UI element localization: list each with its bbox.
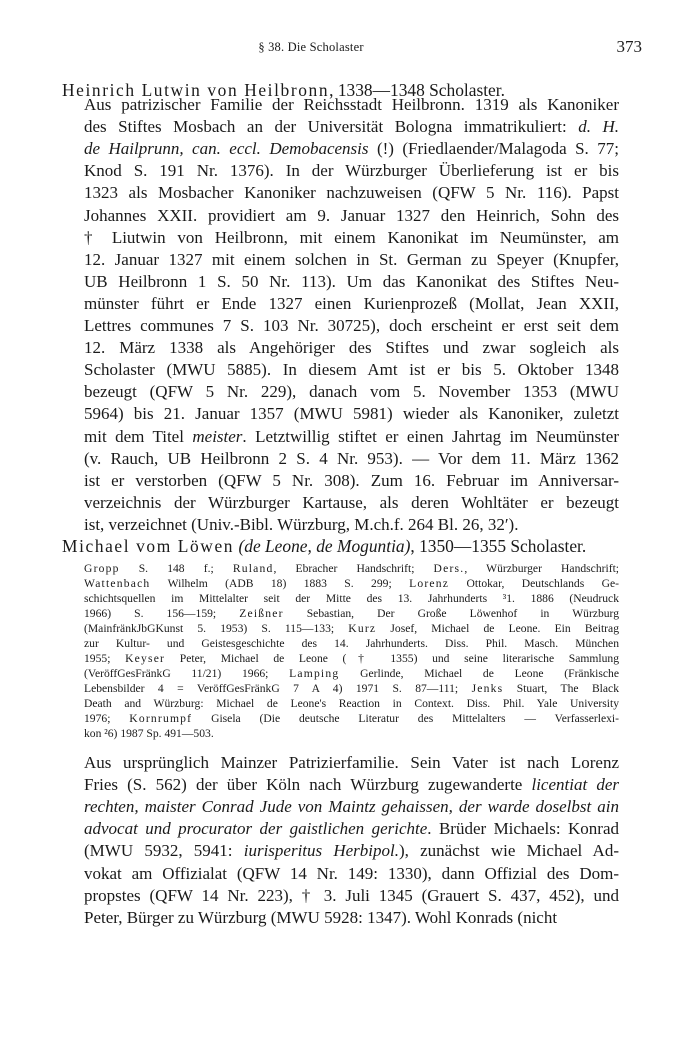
text-line — [84, 249, 619, 271]
entry-alias: (de Leone, de Moguntia) — [238, 536, 411, 556]
text-run: 1323 als Mosbacher Kanoniker nachzuweisen (QFW 5 Nr. 116). Papst — [84, 183, 619, 203]
text-run: (MainfränkJbGKunst 5. 1953) S. 115—133; — [84, 622, 349, 635]
text-line — [84, 138, 619, 160]
author-name: Ruland — [232, 562, 274, 575]
italic-text: advocat und procurator der gaistlichen gerichte — [84, 819, 428, 839]
text-run: . Brüder Michaels: Konrad — [427, 819, 619, 839]
italic-text: rechten, maister Conrad Jude von Maintz gehaissen, der warde doselbst ain — [84, 797, 619, 817]
text-run: (!) (Friedlaender/Malagoda S. 77; — [368, 139, 619, 159]
text-run: Knod S. 191 Nr. 1376). In der Würzburger Überlieferung ist er bis — [84, 161, 619, 181]
text-line — [84, 403, 619, 425]
text-line — [84, 907, 619, 929]
italic-text: meister — [192, 426, 243, 446]
bibliography-line — [84, 606, 619, 621]
text-run: Johannes XXII. providiert am 9. Januar 1327 den Heinrich, Sohn des — [84, 205, 619, 225]
text-run: , Ebracher Handschrift; — [273, 562, 434, 575]
text-line — [84, 514, 619, 536]
text-line — [84, 492, 619, 514]
text-line — [84, 426, 619, 448]
text-run: Gerlinde, Michael de Leone (Fränkische — [339, 667, 619, 680]
page-number: 373 — [616, 37, 642, 56]
text-run: (v. Rauch, UB Heilbronn 2 S. 4 Nr. 953). — Vor dem 11. März 1362 — [84, 448, 619, 468]
text-run: . Letztwillig stiftet er einen Jahrtag im Neumünster — [242, 426, 619, 446]
italic-text: iurisperitus Herbipol. — [243, 841, 399, 861]
text-run: 5964) bis 21. Januar 1357 (MWU 5981) wieder als Kanoniker, zuletzt — [84, 404, 619, 424]
bibliography-line — [84, 651, 619, 666]
text-line — [84, 271, 619, 293]
text-run: kon ²6) 1987 Sp. 491—503. — [84, 727, 214, 740]
text-line — [84, 752, 619, 774]
text-line — [84, 205, 619, 227]
text-run: Josef, Michael de Leone. Ein Beitrag — [376, 622, 619, 635]
text-run: Wilhelm (ADB 18) 1883 S. 299; — [150, 577, 410, 590]
entry-heading-michael — [62, 536, 586, 557]
text-run: vokat am Offizialat (QFW 14 Nr. 149: 1330), dann Offizial des Dom- — [84, 863, 619, 883]
text-line — [84, 116, 619, 138]
text-run: ist, verzeichnet (Univ.-Bibl. Würzburg, M.ch.f. 264 Bl. 26, 32′). — [84, 514, 519, 534]
italic-text: de Hailprunn, can. eccl. Demobacensis — [84, 139, 369, 159]
text-line — [84, 885, 619, 907]
text-run: des Stiftes Mosbach an der Universität Bologna immatrikuliert: — [84, 117, 579, 137]
text-run: propstes (QFW 14 Nr. 223), † 3. Juli 1345 (Grauert S. 437, 452), und — [84, 885, 619, 905]
author-name: Ders. — [433, 562, 465, 575]
author-name: Kurz — [348, 622, 377, 635]
text-run: bezeugt (QFW 5 Nr. 229), danach vom 5. November 1353 (MWU — [84, 382, 619, 402]
italic-text: d. H. — [578, 117, 620, 137]
bibliography-line — [84, 726, 619, 741]
text-run: Gisela (Die deutsche Literatur des Mittelalters — Verfasserlexi- — [192, 712, 620, 725]
text-run: 12. März 1338 als Angehöriger des Stiftes und zwar sogleich als — [84, 338, 619, 358]
text-line — [84, 160, 619, 182]
text-line — [84, 293, 619, 315]
text-run: münster führt er Ende 1327 einen Kurienprozeß (Mollat, Jean XXII, — [84, 293, 619, 313]
text-run: ), zunächst wie Michael Ad- — [399, 841, 619, 861]
author-name: Zeißner — [239, 607, 284, 620]
bibliography-line — [84, 681, 619, 696]
text-run: (MWU 5932, 5941: — [84, 841, 244, 861]
text-run: † Liutwin von Heilbronn, mit einem Kanonikat im Neumünster, am — [84, 227, 619, 247]
author-name: Lamping — [289, 667, 340, 680]
text-line — [84, 315, 619, 337]
text-run: , Würzburger Handschrift; — [464, 562, 620, 575]
text-run: Death and Würzburg: Michael de Leone's Reaction in Context. Diss. Phil. Yale University — [84, 697, 619, 710]
entry-name: Heinrich Lutwin von Heilbronn — [62, 80, 330, 100]
bibliography-line — [84, 696, 619, 711]
text-run: Scholaster (MWU 5885). In diesem Amt ist er bis 5. Oktober 1348 — [84, 360, 619, 380]
text-run: Peter, Bürger zu Würzburg (MWU 5928: 1347). Wohl Konrads (nicht — [84, 907, 558, 927]
author-name: Wattenbach — [84, 577, 151, 590]
text-line — [84, 818, 619, 840]
text-run: 1976; — [84, 712, 130, 725]
entry-tenure: , 1338—1348 Scholaster. — [329, 80, 505, 100]
text-run: 1966) S. 156—159; — [84, 607, 240, 620]
text-line — [84, 470, 619, 492]
text-run: Fries (S. 562) der über Köln nach Würzburg zugewanderte — [84, 775, 532, 795]
text-run: verzeichnis der Würzburger Kartause, als deren Wohltäter er bezeugt — [84, 492, 619, 512]
bibliography-line — [84, 576, 619, 591]
text-line — [84, 359, 619, 381]
text-run: 12. Januar 1327 mit einem solchen in St. German zu Speyer (Knupfer, — [84, 249, 619, 269]
text-line — [84, 774, 619, 796]
text-run: Peter, Michael de Leone († 1355) und seine literarische Sammlung — [165, 652, 620, 665]
italic-text: licentiat der — [531, 775, 619, 795]
text-run: (VeröffGesFränkG 11/21) 1966; — [84, 667, 290, 680]
text-run: Aus patrizischer Familie der Reichsstadt Heilbronn. 1319 als Kanoniker — [84, 95, 619, 114]
text-run: zur Kultur- und Geistesgeschichte des 14. Jahrhunderts. Diss. Phil. Masch. München — [84, 637, 619, 650]
text-line — [84, 182, 619, 204]
text-line — [84, 94, 619, 116]
text-line — [84, 863, 619, 885]
text-run: Aus ursprünglich Mainzer Patrizierfamilie. Sein Vater ist nach Lorenz — [84, 753, 619, 772]
text-line — [84, 796, 619, 818]
bibliography-line — [84, 621, 619, 636]
bibliography-line — [84, 666, 619, 681]
text-run: Lettres communes 7 S. 103 Nr. 30725), doch erscheint er erst seit dem — [84, 316, 619, 335]
text-run: Ottokar, Deutschlands Ge- — [449, 577, 620, 590]
bibliography-line — [84, 636, 619, 651]
text-run: 1955; — [84, 652, 126, 665]
bibliography-line — [84, 561, 619, 576]
text-run: Stuart, The Black — [503, 682, 619, 695]
text-line — [84, 337, 619, 359]
text-line — [84, 840, 619, 862]
text-run: Lebensbilder 4 = VeröffGesFränkG 7 A 4) 1971 S. 87—111; — [84, 682, 472, 695]
author-name: Gropp — [84, 562, 120, 575]
author-name: Keyser — [125, 652, 166, 665]
entry-name: Michael vom Löwen — [62, 536, 235, 556]
author-name: Lorenz — [409, 577, 450, 590]
text-run: S. 148 f.; — [119, 562, 233, 575]
text-line — [84, 227, 619, 249]
text-line — [84, 448, 619, 470]
text-run: UB Heilbronn 1 S. 50 Nr. 113). Um das Kanonikat des Stiftes Neu- — [84, 271, 619, 291]
author-name: Jenks — [471, 682, 504, 695]
author-name: Kornrumpf — [129, 712, 193, 725]
text-line — [84, 381, 619, 403]
bibliography-line — [84, 591, 619, 606]
text-run: Sebastian, Der Große Löwenhof in Würzburg — [283, 607, 619, 620]
text-run: ist er verstorben (QFW 5 Nr. 308). Zum 16. Februar im Anniversar- — [84, 470, 619, 490]
text-run: schichtsquellen im Mittelalter seit der Mitte des 13. Jahrhunderts ³1. 1886 (Neudruck — [84, 592, 619, 605]
text-run: mit dem Titel — [84, 426, 193, 446]
entry-tenure: , 1350—1355 Scholaster. — [410, 536, 587, 556]
running-header: § 38. Die Scholaster — [258, 40, 364, 54]
bibliography-line — [84, 711, 619, 726]
